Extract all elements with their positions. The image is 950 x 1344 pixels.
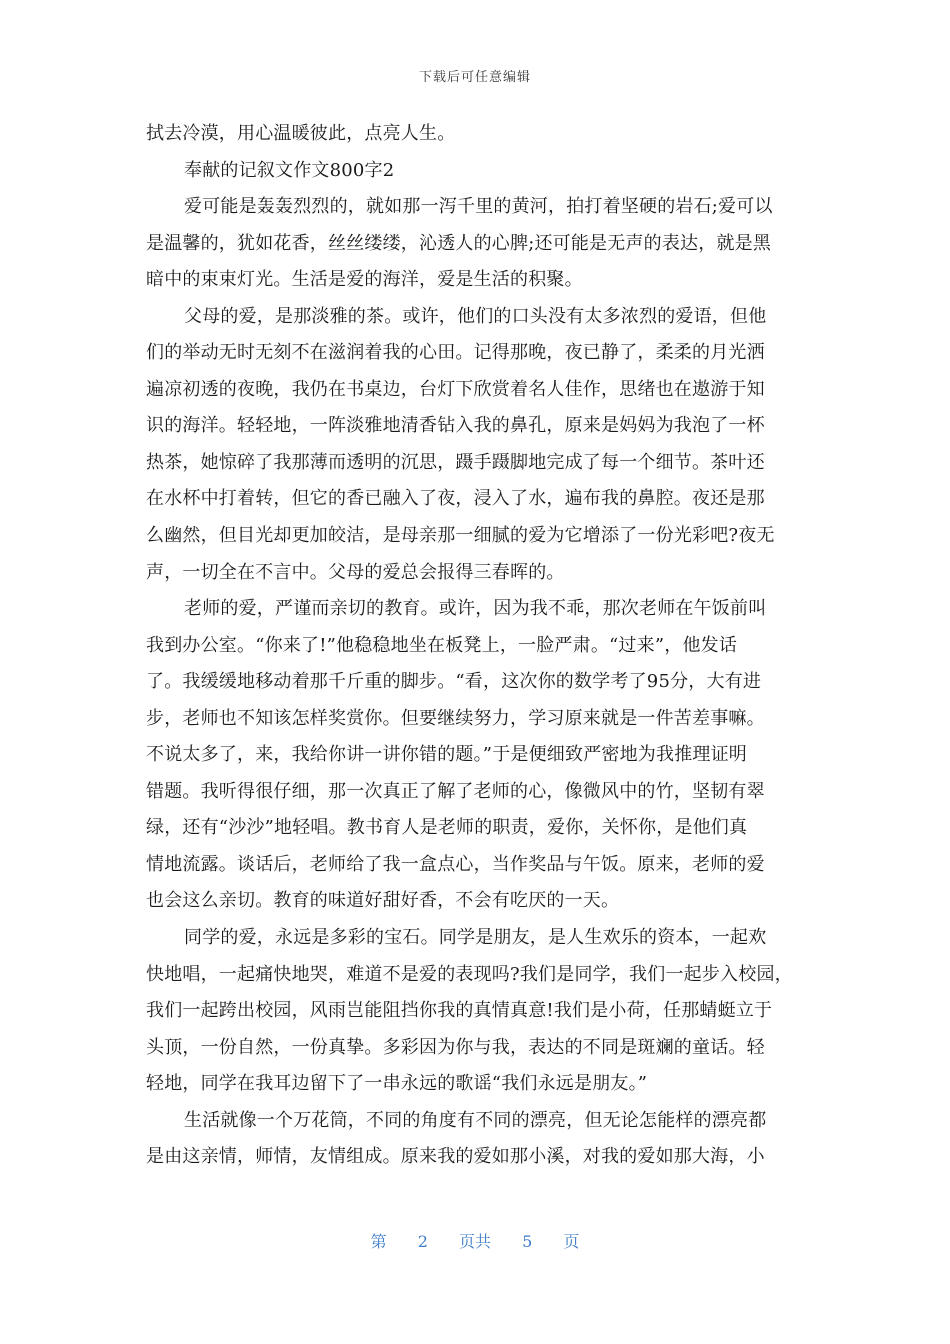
text-line: 父母的爱，是那淡雅的茶。或许，他们的口头没有太多浓烈的爱语，但他 (184, 305, 767, 327)
text-line: 头顶，一份自然，一份真挚。多彩因为你与我，表达的不同是斑斓的童话。轻 (146, 1036, 765, 1058)
text-line: 不说太多了，来，我给你讲一讲你错的题。”于是便细致严密地为我推理证明 (146, 744, 747, 766)
footer-page-number: 2 (417, 1232, 428, 1251)
text-line: 是由这亲情，师情，友情组成。原来我的爱如那小溪，对我的爱如那大海，小 (146, 1146, 765, 1168)
text-line: 步，老师也不知该怎样奖赏你。但要继续努力，学习原来就是一件苦差事嘛。 (146, 707, 765, 729)
text-line: 错题。我听得很仔细，那一次真正了解了老师的心，像微风中的竹，坚韧有翠 (146, 780, 765, 802)
text-line: 是温馨的，犹如花香，丝丝缕缕，沁透人的心脾;还可能是无声的表达，就是黑 (146, 232, 772, 254)
text-line: 识的海洋。轻轻地，一阵淡雅地清香钻入我的鼻孔，原来是妈妈为我泡了一杯 (146, 415, 765, 437)
footer-total-pages: 5 (522, 1232, 533, 1251)
text-line: 生活就像一个万花筒，不同的角度有不同的漂亮，但无论怎能样的漂亮都 (184, 1109, 767, 1131)
text-line: 奉献的记叙文作文800字2 (184, 159, 395, 181)
text-line: 我们一起跨出校园，风雨岂能阻挡你我的真情真意!我们是小荷，任那蜻蜓立于 (146, 1000, 773, 1022)
footer-middle: 页共 (458, 1232, 491, 1251)
text-line: 热茶，她惊碎了我那薄而透明的沉思，蹑手蹑脚地完成了每一个细节。茶叶还 (146, 451, 765, 473)
text-line: 同学的爱，永远是多彩的宝石。同学是朋友，是人生欢乐的资本，一起欢 (184, 927, 767, 949)
text-line: 绿，还有“沙沙”地轻唱。教书育人是老师的职责，爱你，关怀你，是他们真 (146, 817, 748, 839)
text-line: 暗中的束束灯光。生活是爱的海洋，爱是生活的积聚。 (146, 269, 583, 291)
text-line: 么幽然，但目光却更加皎洁，是母亲那一细腻的爱为它增添了一份光彩吧?夜无 (146, 525, 775, 547)
text-line: 爱可能是轰轰烈烈的，就如那一泻千里的黄河，拍打着坚硬的岩石;爱可以 (184, 196, 773, 218)
text-line: 快地唱，一起痛快地哭，难道不是爱的表现吗?我们是同学，我们一起步入校园， (146, 963, 793, 985)
text-line: 我到办公室。“你来了!”他稳稳地坐在板凳上，一脸严肃。“过来”，他发话 (146, 634, 738, 656)
text-line: 声，一切全在不言中。父母的爱总会报得三春晖的。 (146, 561, 565, 583)
document-body (146, 116, 806, 1176)
text-line: 在水杯中打着转，但它的香已融入了夜，浸入了水，遍布我的鼻腔。夜还是那 (146, 488, 765, 510)
text-line: 也会这么亲切。教育的味道好甜好香，不会有吃厌的一天。 (146, 890, 620, 912)
text-line: 轻地，同学在我耳边留下了一串永远的歌谣“我们永远是朋友。” (146, 1073, 648, 1095)
text-line: 情地流露。谈话后，老师给了我一盒点心，当作奖品与午饭。原来，老师的爱 (146, 853, 765, 875)
page-header: 下载后可任意编辑 (418, 70, 531, 85)
footer-prefix: 第 (370, 1232, 387, 1251)
footer-suffix: 页 (563, 1232, 580, 1251)
text-line: 老师的爱，严谨而亲切的教育。或许，因为我不乖，那次老师在午饭前叫 (184, 598, 767, 620)
text-line: 拭去冷漠，用心温暖彼此，点亮人生。 (146, 123, 456, 144)
page-footer (0, 1229, 950, 1252)
text-line: 们的举动无时无刻不在滋润着我的心田。记得那晚，夜已静了，柔柔的月光洒 (146, 342, 765, 364)
text-line: 遍凉初透的夜晚，我仍在书桌边，台灯下欣赏着名人佳作，思绪也在遨游于知 (146, 378, 765, 400)
text-line: 了。我缓缓地移动着那千斤重的脚步。“看，这次你的数学考了95分，大有进 (146, 671, 762, 693)
